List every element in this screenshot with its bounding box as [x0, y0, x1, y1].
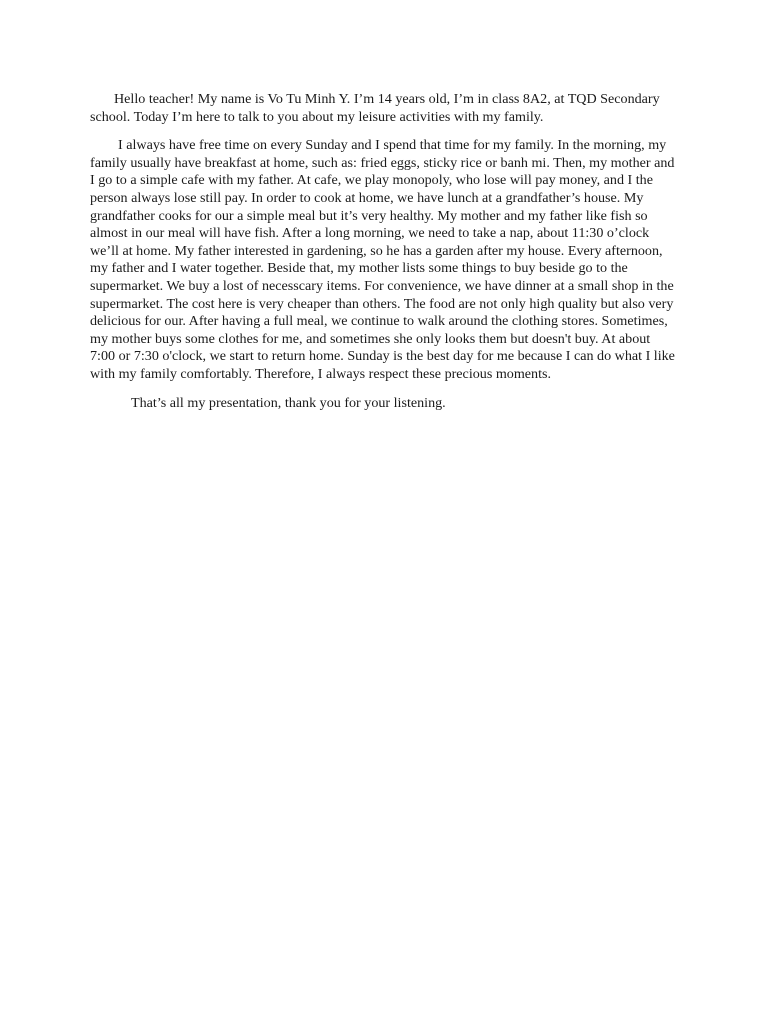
closing-paragraph: That’s all my presentation, thank you for your listening.: [131, 394, 446, 411]
intro-paragraph: Hello teacher! My name is Vo Tu Minh Y. I’m 14 years old, I’m in class 8A2, at TQD Secondary school. Today I’m here to talk to you about my leisure activities with my family.: [90, 91, 660, 125]
document-page: [90, 91, 678, 423]
body-paragraph: I always have free time on every Sunday and I spend that time for my family. In the morning, my family usually have breakfast at home, such as: fried eggs, sticky rice or banh mi. Then, my mother and I go to a simple cafe with my father. At cafe, we play monopoly, who lose will pay money, and I the person always lose still pay. In order to cook at home, we have lunch at a grandfather’s house. My grandfather cooks for our a simple meal but it’s very healthy. My mother and my father like fish so almost in our meal will have fish. After a long morning, we need to take a nap, about 11:30 o’clock we’ll at home. My father interested in gardening, so he has a garden after my house. Every afternoon, my father and I water together. Beside that, my mother lists some things to buy beside go to the supermarket. We buy a lost of necesscary items. For convenience, we have dinner at a small shop in the supermarket. The cost here is very cheaper than others. The food are not only high quality but also very delicious for our. After having a full meal, we continue to walk around the clothing stores. Sometimes, my mother buys some clothes for me, and sometimes she only looks them but doesn't buy. At about 7:00 or 7:30 o'clock, we start to return home. Sunday is the best day for me because I can do what I like with my family comfortably. Therefore, I always respect these precious moments.: [90, 137, 675, 382]
